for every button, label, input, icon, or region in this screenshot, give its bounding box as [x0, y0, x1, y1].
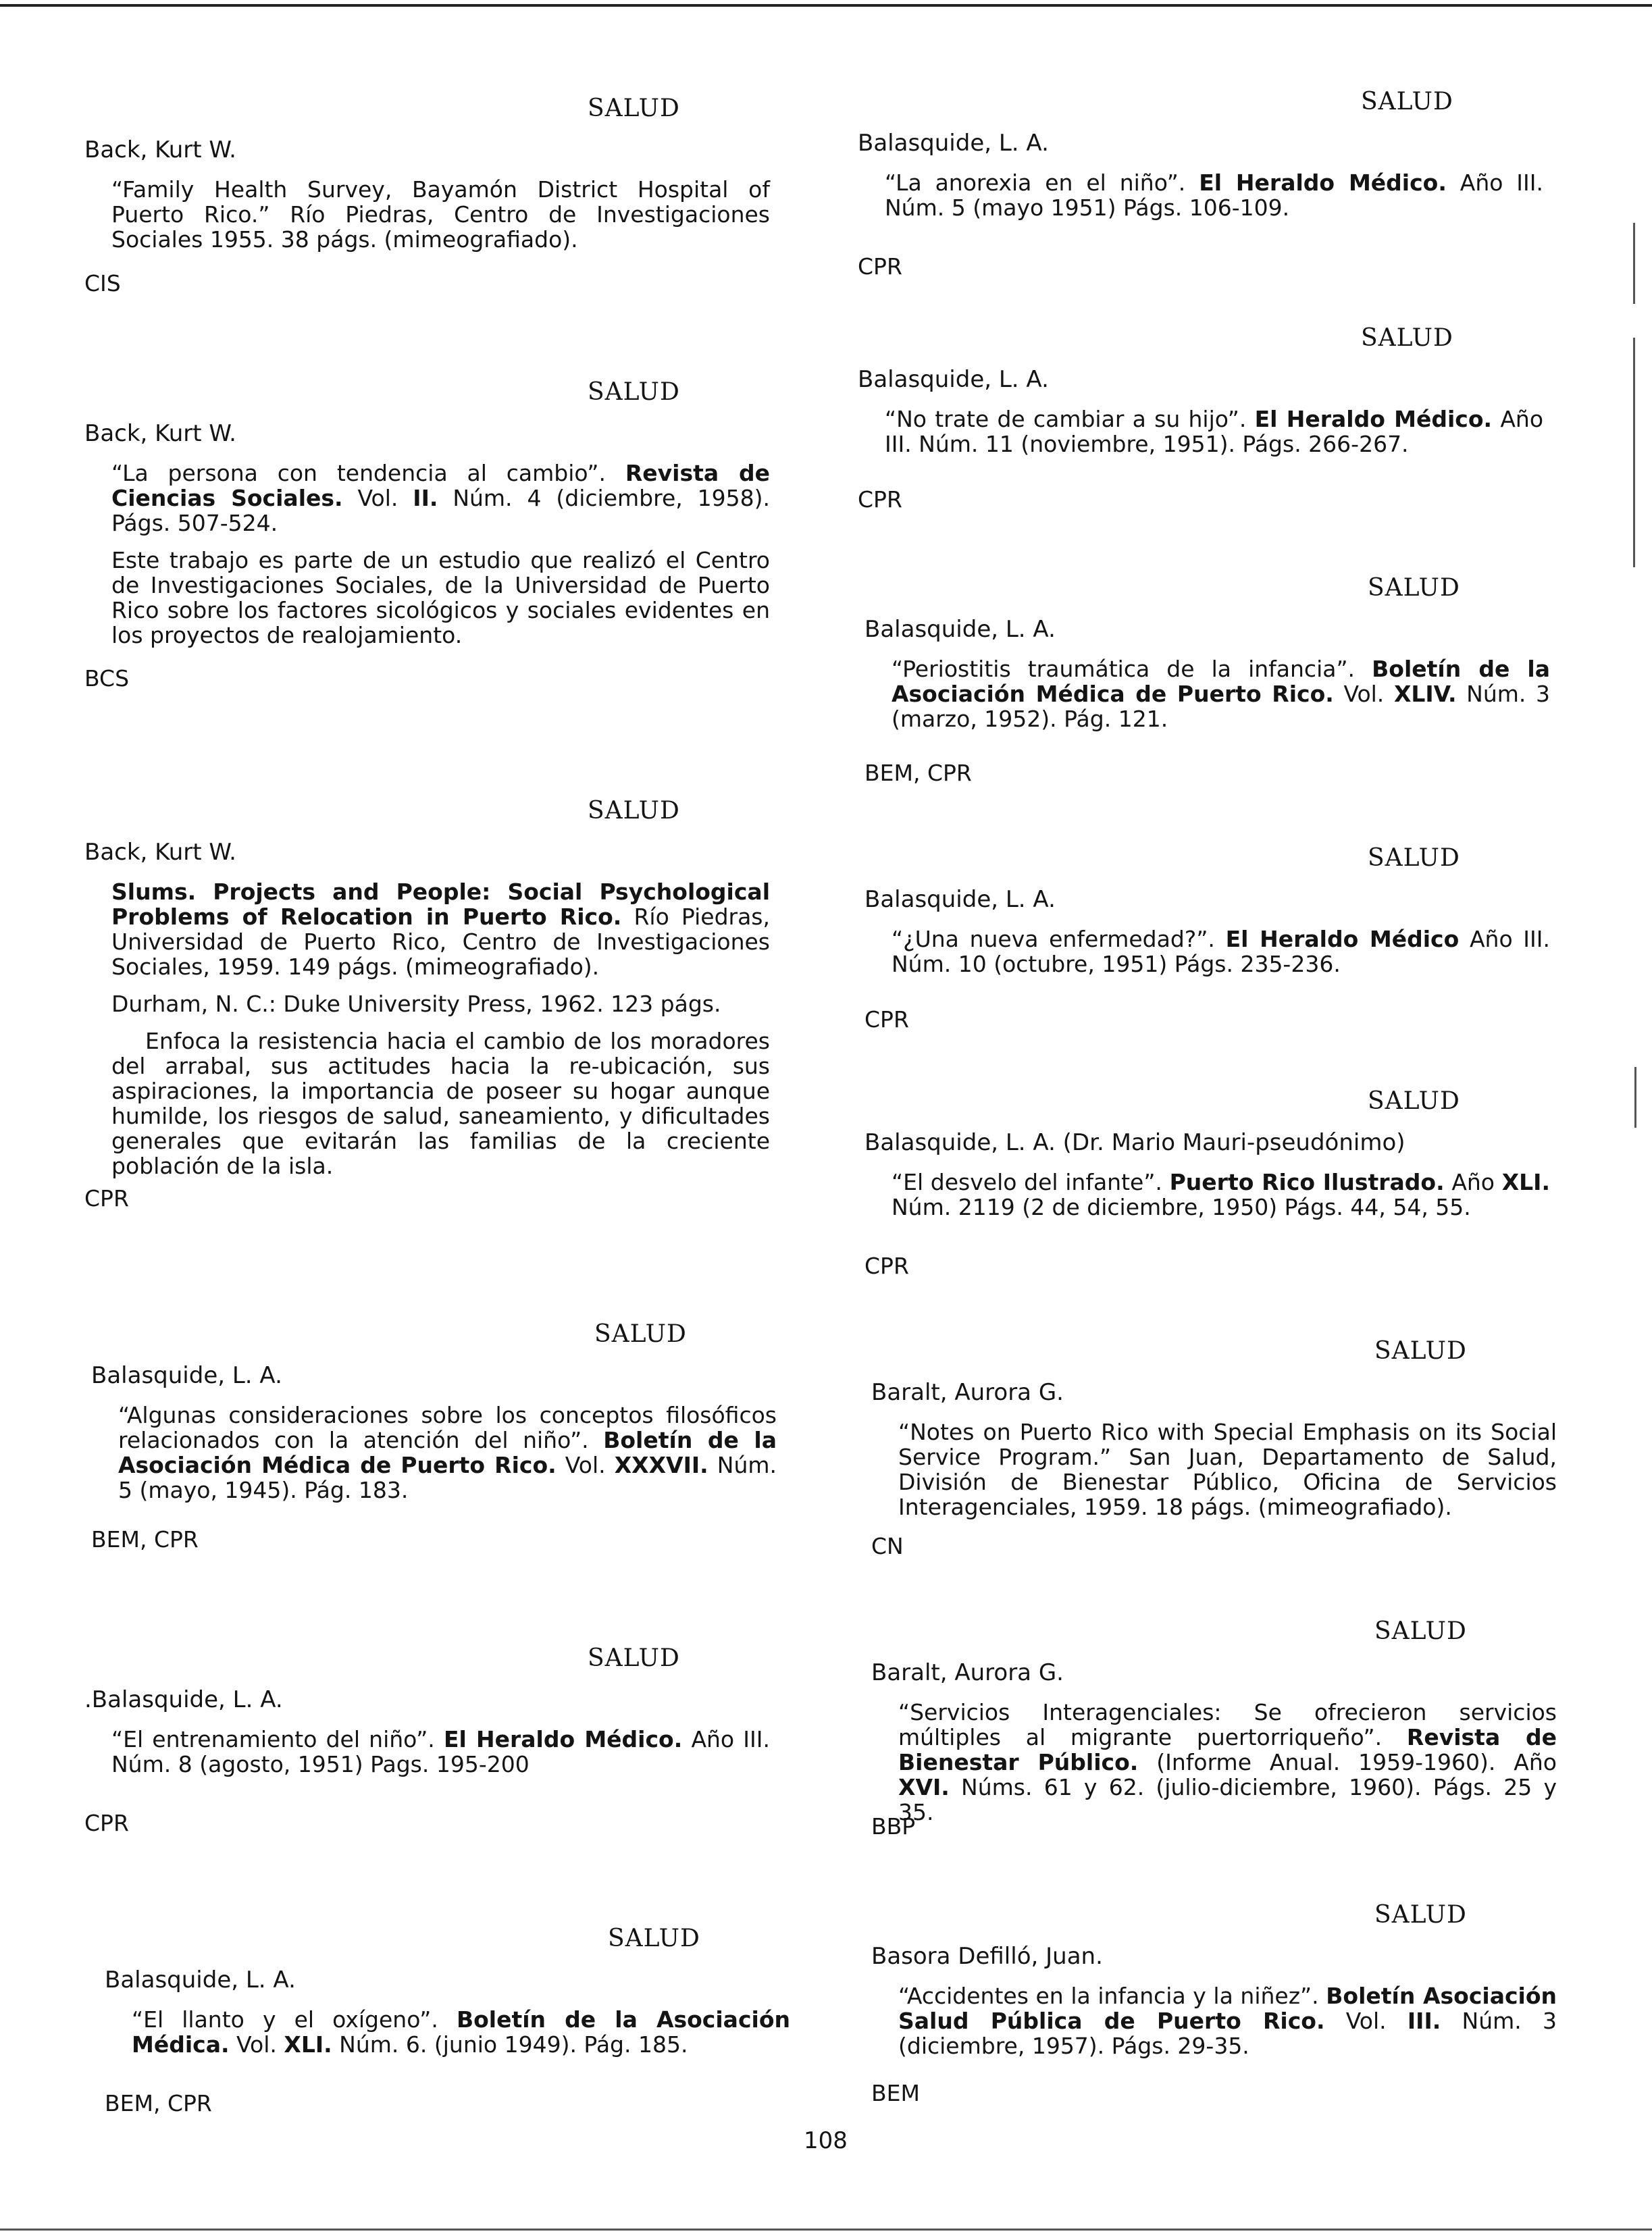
- entry-author: Balasquide, L. A.: [864, 616, 1056, 643]
- entry-text: Este trabajo es parte de un estudio que realizó el Centro de Investigaciones Sociales, de la Universidad de Puerto Rico sobre los factores sicológicos y sociales evidentes en los proyectos de realojamiento.: [111, 547, 770, 648]
- entry-paragraph: [118, 1403, 777, 1503]
- entry-title-bold: Puerto Rico Ilustrado.: [1169, 1169, 1445, 1195]
- entry-text: “El entrenamiento del niño”.: [111, 1726, 444, 1752]
- entry-text: Núm. 6. (junio 1949). Pág. 185.: [332, 2031, 688, 2058]
- entry-author: Baralt, Aurora G.: [871, 1659, 1064, 1686]
- entry-title-bold: El Heraldo Médico.: [1199, 170, 1447, 196]
- entry-paragraph: [111, 1028, 770, 1178]
- entry-author: Baralt, Aurora G.: [871, 1379, 1064, 1406]
- entry-text: Vol.: [342, 485, 413, 511]
- entry-title-bold: III.: [1407, 2008, 1441, 2034]
- entry-text: Vol.: [1333, 681, 1394, 707]
- entry-paragraph: [111, 879, 770, 979]
- entry-text: Núm. 4 (diciembre, 1958). Págs. 507-524.: [111, 485, 771, 536]
- entry-title-bold: El Heraldo Médico: [1225, 926, 1460, 952]
- entry-body: [892, 927, 1550, 989]
- entry-text: “No trate de cambiar a su hijo”.: [885, 406, 1255, 432]
- entry-text: “Notes on Puerto Rico with Special Emphasis on its Social Service Program.” San Juan, Departamento de Salud, División de Bienestar Público, Oficina de Servicios Interagenciales, 1959. 18 págs. (mimeografiado).: [898, 1419, 1557, 1520]
- entry-paragraph: [111, 548, 770, 648]
- entry-author: Back, Kurt W.: [84, 839, 236, 866]
- entry-text: Núm. 2119 (2 de diciembre, 1950) Págs. 44, 54, 55.: [892, 1194, 1471, 1220]
- entry-author: Balasquide, L. A.: [105, 1966, 296, 1994]
- entry-library-code: BBP: [871, 1813, 916, 1840]
- entry-category: SALUD: [588, 797, 680, 825]
- entry-text: “La persona con tendencia al cambio”.: [111, 460, 625, 486]
- entry-title-bold: XVI.: [898, 1774, 950, 1800]
- entry-category: SALUD: [594, 1320, 687, 1348]
- page-top-rule: [0, 4, 1652, 7]
- entry-body: [111, 461, 770, 660]
- entry-body: [898, 1983, 1557, 2070]
- entry-body: [111, 177, 770, 264]
- entry-body: [111, 879, 770, 1191]
- entry-category: SALUD: [588, 95, 680, 122]
- entry-body: [892, 1170, 1550, 1232]
- entry-category: SALUD: [1361, 324, 1453, 352]
- entry-category: SALUD: [1374, 1337, 1467, 1365]
- entry-title-bold: Revista de Ciencias Sociales.: [111, 460, 770, 511]
- entry-paragraph: [111, 461, 770, 536]
- entry-author: Back, Kurt W.: [84, 420, 236, 447]
- entry-body: [118, 1403, 777, 1515]
- entry-library-code: BCS: [84, 665, 130, 692]
- entry-text: “La anorexia en el niño”.: [885, 170, 1199, 196]
- entry-author: Back, Kurt W.: [84, 136, 236, 163]
- entry-category: SALUD: [588, 1644, 680, 1672]
- entry-title-bold: El Heraldo Médico.: [443, 1726, 683, 1752]
- entry-paragraph: [885, 170, 1543, 220]
- entry-title-bold: Boletín de la Asociación Médica de Puerto Rico.: [892, 656, 1550, 707]
- entry-library-code: BEM: [871, 2080, 920, 2106]
- entry-text: “¿Una nueva enfermedad?”.: [892, 926, 1226, 952]
- entry-text: Núms. 61 y 62. (julio-diciembre, 1960). Págs. 25 y 35.: [898, 1774, 1557, 1825]
- entry-library-code: CN: [871, 1533, 904, 1559]
- entry-text: “El llanto y el oxígeno”.: [132, 2006, 457, 2033]
- entry-text: “Periostitis traumática de la infancia”.: [892, 656, 1372, 682]
- entry-text: Año: [1444, 1169, 1502, 1195]
- entry-category: SALUD: [1361, 88, 1453, 115]
- entry-title-bold: Boletín Asociación Salud Pública de Puerto Rico.: [898, 1983, 1557, 2034]
- entry-paragraph: [892, 927, 1550, 976]
- entry-library-code: CPR: [864, 1006, 909, 1033]
- entry-title-bold: Revista de Bienestar Público.: [898, 1724, 1557, 1775]
- page-number: 108: [804, 2127, 848, 2154]
- entry-title-bold: Boletín de la Asociación Médica de Puerto Rico.: [118, 1427, 777, 1478]
- entry-category: SALUD: [1374, 1901, 1467, 1929]
- entry-text: Año III. Núm. 5 (mayo 1951) Págs. 106-109.: [885, 170, 1543, 221]
- entry-category: SALUD: [608, 1925, 700, 1952]
- entry-category: SALUD: [1368, 844, 1460, 872]
- entry-text: Núm. 5 (mayo, 1945). Pág. 183.: [118, 1452, 777, 1503]
- entry-text: Vol.: [229, 2031, 284, 2058]
- entry-body: [885, 170, 1543, 232]
- entry-author: Balasquide, L. A.: [864, 886, 1056, 913]
- entry-title-bold: XLI.: [1501, 1169, 1550, 1195]
- margin-mark: [1633, 338, 1635, 567]
- entry-library-code: CPR: [858, 253, 902, 280]
- entry-paragraph: [885, 407, 1543, 457]
- entry-title-bold: XXXVII.: [614, 1452, 708, 1478]
- entry-title-bold: Slums. Projects and People: Social Psychological Problems of Relocation in Puerto Rico.: [111, 879, 770, 930]
- entry-author: Balasquide, L. A.: [858, 366, 1049, 393]
- entry-author: Balasquide, L. A.: [91, 1362, 282, 1389]
- entry-author: Basora Defilló, Juan.: [871, 1943, 1103, 1970]
- entry-author: .Balasquide, L. A.: [84, 1686, 283, 1713]
- entry-text: Año III. Núm. 11 (noviembre, 1951). Págs. 266-267.: [885, 406, 1544, 457]
- entry-paragraph: [898, 1700, 1557, 1825]
- entry-library-code: CPR: [84, 1185, 129, 1212]
- entry-author: Balasquide, L. A. (Dr. Mario Mauri-pseudónimo): [864, 1129, 1405, 1156]
- entry-text: Durham, N. C.: Duke University Press, 1962. 123 págs.: [111, 991, 721, 1017]
- entry-paragraph: [898, 1983, 1557, 2058]
- entry-text: “Algunas consideraciones sobre los conceptos filosóficos relacionados con la atención del niño”.: [118, 1402, 777, 1453]
- entry-title-bold: El Heraldo Médico.: [1254, 406, 1493, 432]
- entry-body: [892, 656, 1550, 744]
- entry-paragraph: [132, 2007, 790, 2057]
- entry-text: Vol.: [1324, 2008, 1408, 2034]
- entry-body: [132, 2007, 790, 2069]
- entry-category: SALUD: [588, 378, 680, 406]
- entry-text: Núm. 3 (diciembre, 1957). Págs. 29-35.: [898, 2008, 1557, 2059]
- entry-body: [898, 1419, 1557, 1532]
- entry-category: SALUD: [1374, 1617, 1467, 1645]
- margin-mark: [1634, 1067, 1636, 1128]
- entry-paragraph: [892, 1170, 1550, 1220]
- entry-text: Núm. 3 (marzo, 1952). Pág. 121.: [892, 681, 1551, 732]
- entry-text: “Accidentes en la infancia y la niñez”.: [898, 1983, 1326, 2009]
- entry-text: Año III. Núm. 10 (octubre, 1951) Págs. 235-236.: [892, 926, 1550, 977]
- entry-text: (Informe Anual. 1959-1960). Año: [1138, 1749, 1557, 1775]
- entry-text: Año III. Núm. 8 (agosto, 1951) Pags. 195-200: [111, 1726, 770, 1777]
- entry-library-code: CPR: [858, 486, 902, 513]
- entry-title-bold: II.: [413, 485, 438, 511]
- entry-library-code: CPR: [84, 1810, 129, 1836]
- entry-body: [898, 1700, 1557, 1837]
- entry-paragraph: [111, 991, 770, 1016]
- entry-text: Vol.: [556, 1452, 615, 1478]
- entry-paragraph: [892, 656, 1550, 731]
- entry-library-code: BEM, CPR: [91, 1526, 199, 1553]
- entry-paragraph: [898, 1419, 1557, 1519]
- margin-mark: [1633, 223, 1635, 304]
- entry-text: Río Piedras, Universidad de Puerto Rico, Centro de Investigaciones Sociales, 1959. 149 págs. (mimeografiado).: [111, 904, 770, 980]
- entry-library-code: CIS: [84, 270, 121, 296]
- entry-title-bold: XLI.: [284, 2031, 332, 2058]
- entry-text: “El desvelo del infante”.: [892, 1169, 1170, 1195]
- entry-author: Balasquide, L. A.: [858, 130, 1049, 157]
- entry-title-bold: XLIV.: [1393, 681, 1457, 707]
- entry-library-code: BEM, CPR: [105, 2090, 212, 2116]
- entry-paragraph: [111, 1727, 770, 1777]
- entry-text: “Family Health Survey, Bayamón District Hospital of Puerto Rico.” Río Piedras, Centro de Investigaciones Sociales 1955. 38 págs. (mimeografiado).: [111, 176, 770, 253]
- entry-library-code: CPR: [864, 1253, 909, 1279]
- entry-text: “Servicios Interagenciales: Se ofrecieron servicios múltiples al migrante puertorriqueño”.: [898, 1699, 1557, 1750]
- entry-body: [885, 407, 1543, 469]
- entry-library-code: BEM, CPR: [864, 760, 972, 786]
- entry-text: Enfoca la resistencia hacia el cambio de los moradores del arrabal, sus actitudes hacia la re-ubicación, sus aspiraciones, la importancia de poseer su hogar aunque humilde, los riesgos de salud, saneamiento, y dificultades generales que evitarán las familias de la creciente población de la isla.: [111, 1028, 770, 1179]
- page-bottom-rule: [0, 2229, 1652, 2231]
- entry-category: SALUD: [1368, 574, 1460, 602]
- entry-paragraph: [111, 177, 770, 252]
- entry-title-bold: Boletín de la Asociación Médica.: [132, 2006, 790, 2058]
- entry-category: SALUD: [1368, 1087, 1460, 1115]
- entry-body: [111, 1727, 770, 1789]
